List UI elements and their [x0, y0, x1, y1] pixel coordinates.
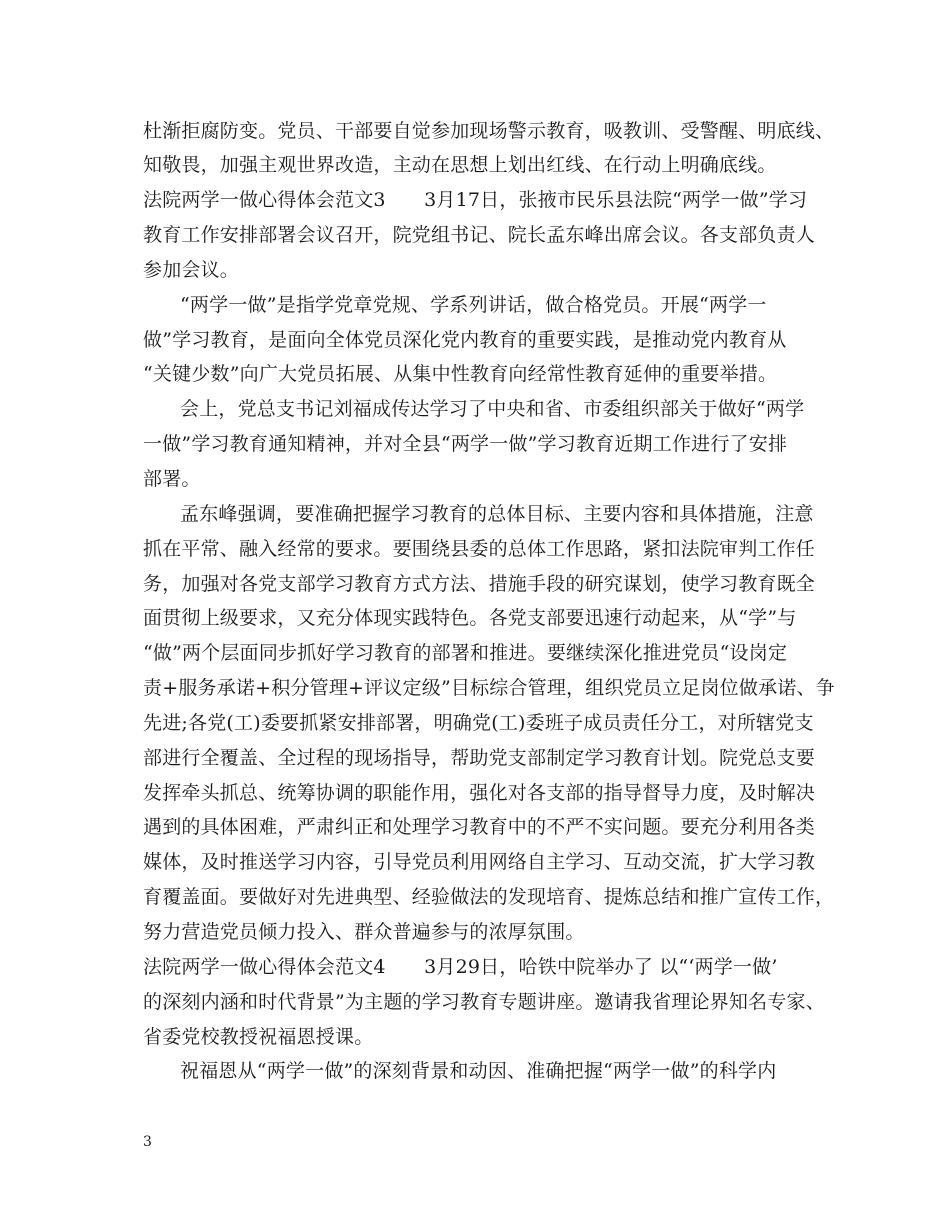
text-line: “关键少数”向广大党员拓展、从集中性教育向经常性教育延伸的重要举措。 — [143, 363, 778, 385]
text-line: 一做”学习教育通知精神，并对全县“两学一做”学习教育近期工作进行了安排 — [143, 433, 788, 455]
text-line: 育覆盖面。要做好对先进典型、经验做法的发现培育、提炼总结和推广宣传工作， — [143, 886, 835, 908]
text-line: 发挥牵头抓总、统筹协调的职能作用，强化对各支部的指导督导力度，及时解决 — [143, 782, 816, 804]
text-line: 部署。 — [143, 468, 201, 490]
paragraph-start-line: “两学一做”是指学党章党规、学系列讲话，做合格党员。开展“两学一 — [180, 294, 767, 316]
text-line: “做”两个层面同步抓好学习教育的部署和推进。要继续深化推进党员“设岗定 — [143, 642, 788, 664]
text-line: 努力营造党员倾力投入、群众普遍参与的浓厚氛围。 — [143, 921, 585, 943]
text-line: 责+服务承诺+积分管理+评议定级”目标综合管理，组织党员立足岗位做承诺、争 — [143, 677, 835, 699]
page-number: 3 — [143, 1134, 152, 1150]
text-line: 的深刻内涵和时代背景”为主题的学习教育专题讲座。邀请我省理论界知名专家、 — [143, 991, 825, 1013]
paragraph-start-line: 祝福恩从“两学一做”的深刻背景和动因、准确把握“两学一做”的科学内 — [180, 1060, 777, 1082]
text-line: 抓在平常、融入经常的要求。要围绕县委的总体工作思路，紧扣法院审判工作任 — [143, 538, 816, 560]
paragraph-start-line: 孟东峰强调，要准确把握学习教育的总体目标、主要内容和具体措施，注意 — [180, 503, 814, 525]
text-line: 杜渐拒腐防变。党员、干部要自觉参加现场警示教育，吸教训、受警醒、明底线、 — [143, 120, 835, 142]
text-line: 参加会议。 — [143, 259, 240, 281]
text-line: 媒体，及时推送学习内容，引导党员利用网络自主学习、互动交流，扩大学习教 — [143, 851, 816, 873]
text-line: 部进行全覆盖、全过程的现场指导，帮助党支部制定学习教育计划。院党总支要 — [143, 747, 816, 769]
text-line: 做”学习教育，是面向全体党员深化党内教育的重要实践，是推动党内教育从 — [143, 329, 787, 351]
text-line: 务，加强对各党支部学习教育方式方法、措施手段的研究谋划，使学习教育既全 — [143, 573, 816, 595]
paragraph-start-line: 会上，党总支书记刘福成传达学习了中央和省、市委组织部关于做好“两学 — [180, 398, 805, 420]
section-heading-line: 法院两学一做心得体会范文4 3月29日，哈铁中院举办了 以“‘两学一做’ — [143, 956, 778, 978]
text-line: 教育工作安排部署会议召开，院党组书记、院长孟东峰出席会议。各支部负责人 — [143, 224, 816, 246]
text-line: 遇到的具体困难，严肃纠正和处理学习教育中的不严不实问题。要充分利用各类 — [143, 816, 816, 838]
text-line: 知敬畏，加强主观世界改造，主动在思想上划出红线、在行动上明确底线。 — [143, 154, 777, 176]
text-line: 面贯彻上级要求，又充分体现实践特色。各党支部要迅速行动起来，从“学”与 — [143, 607, 797, 629]
text-line: 省委党校教授祝福恩授课。 — [143, 1026, 374, 1048]
text-line: 先进;各党(工)委要抓紧安排部署，明确党(工)委班子成员责任分工，对所辖党支 — [143, 712, 814, 734]
section-heading-line: 法院两学一做心得体会范文3 3月17日，张掖市民乐县法院“两学一做”学习 — [143, 189, 808, 211]
